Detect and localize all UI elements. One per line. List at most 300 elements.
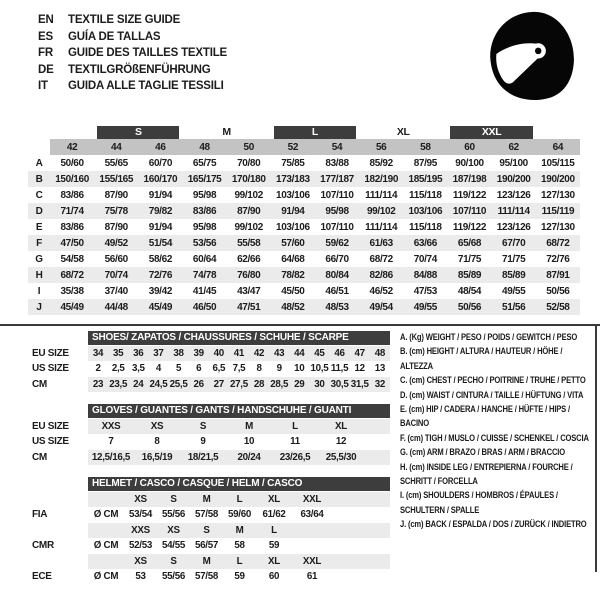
size-header-cell: 54 xyxy=(315,139,359,155)
sub-row xyxy=(30,492,390,508)
table-title xyxy=(88,476,390,492)
row-label: ECE xyxy=(32,571,52,583)
measure-cell: 150/160 xyxy=(50,171,94,187)
measure-cell: 47/53 xyxy=(413,285,437,297)
measure-letter: A xyxy=(35,157,43,169)
value-cell: 3,5 xyxy=(131,363,145,375)
value-cell: 52/53 xyxy=(128,540,153,552)
measure-cell: 62/66 xyxy=(237,253,261,265)
title-spacer xyxy=(30,330,88,346)
value-cell: 8 xyxy=(154,436,160,448)
size-header-cell: 42 xyxy=(50,139,94,155)
measure-cell: 68/72 xyxy=(369,253,393,265)
value-cell: XL xyxy=(256,492,292,508)
measure-letter: E xyxy=(35,221,43,233)
value-cell: 11,5 xyxy=(330,363,349,375)
measure-row-e xyxy=(28,219,580,235)
measure-cell: 39/42 xyxy=(148,285,173,297)
measure-cell: 79/82 xyxy=(138,203,182,219)
size-group-bar: S xyxy=(97,126,179,139)
measure-cell: 47/50 xyxy=(50,235,94,251)
measure-cell: 76/80 xyxy=(227,267,271,283)
measure-cell: 55/65 xyxy=(104,157,128,169)
language-row xyxy=(38,62,227,79)
filler-cell xyxy=(364,434,390,450)
row-label: US SIZE xyxy=(32,363,69,375)
measure-row-j xyxy=(28,299,580,315)
size-group-xxl xyxy=(447,124,535,139)
value-cell: 11 xyxy=(290,436,300,448)
value-cell: 61/62 xyxy=(262,509,286,521)
row-label xyxy=(30,492,88,508)
measure-cell: 47/51 xyxy=(227,299,271,315)
value-cell: 41 xyxy=(229,346,249,362)
value-cell: Ø CM xyxy=(93,509,119,521)
value-cell: 20/24 xyxy=(226,450,272,466)
value-cell: 2 xyxy=(95,363,101,375)
value-cell: 43 xyxy=(269,346,289,362)
measure-letter: I xyxy=(37,285,41,297)
value-cell: 8 xyxy=(256,363,262,375)
value-cell: 9 xyxy=(200,436,206,448)
value-cell: 29 xyxy=(289,377,309,393)
measure-cell: 44/48 xyxy=(94,299,138,315)
value-cell: XXL xyxy=(292,554,332,570)
sub-row xyxy=(30,450,390,466)
title-spacer xyxy=(30,403,88,419)
measure-cell: 46/51 xyxy=(325,285,349,297)
measure-cell: 127/130 xyxy=(541,189,575,201)
value-cell: 12 xyxy=(335,436,347,448)
value-cell: XXS xyxy=(88,419,134,435)
value-cell: 23,5 xyxy=(108,377,128,393)
measure-row-d xyxy=(28,203,580,219)
measure-cell: 48/53 xyxy=(315,299,359,315)
value-cell: 6 xyxy=(196,363,202,375)
measure-cell: 91/94 xyxy=(148,221,173,233)
value-cell xyxy=(292,523,332,539)
measure-cell: 182/190 xyxy=(359,171,403,187)
value-cell: Ø CM xyxy=(93,571,119,583)
row-label: CMR xyxy=(32,540,54,552)
value-cell: 40 xyxy=(209,346,229,362)
measure-cell: 48/54 xyxy=(457,285,482,297)
size-group-s xyxy=(94,124,182,139)
measure-cell: 71/75 xyxy=(457,253,482,265)
sub-row xyxy=(30,523,390,539)
value-cell: 31,5 xyxy=(350,377,370,393)
measure-cell: 83/86 xyxy=(182,203,226,219)
value-cell: S xyxy=(157,554,190,570)
value-cell: 7,5 xyxy=(232,363,246,375)
language-title: TEXTILE SIZE GUIDE xyxy=(68,14,181,26)
value-cell: 59 xyxy=(268,540,280,552)
measure-cell: 37/40 xyxy=(104,285,128,297)
measure-cell: 105/115 xyxy=(541,157,575,169)
measure-cell: 58/62 xyxy=(148,253,173,265)
value-cell: XL xyxy=(318,419,364,435)
language-title: GUIDE DES TAILLES TEXTILE xyxy=(68,47,227,59)
value-cell: 57/58 xyxy=(194,509,219,521)
title-row xyxy=(30,403,390,419)
value-cell: Ø CM xyxy=(93,540,119,552)
language-row xyxy=(38,78,227,95)
title-row xyxy=(30,330,390,346)
value-cell: XXL xyxy=(292,492,332,508)
measure-cell: 85/92 xyxy=(369,157,393,169)
value-cell: 53 xyxy=(135,571,146,583)
measure-cell: 85/89 xyxy=(492,267,536,283)
value-cell: 23/26,5 xyxy=(272,450,318,466)
measure-cell: 127/130 xyxy=(541,221,575,233)
value-cell: 24,5 xyxy=(148,377,168,393)
shoes-size-table xyxy=(30,330,390,392)
table-title-bar: GLOVES / GUANTES / GANTS / HANDSCHUHE / GUANTI xyxy=(88,404,390,419)
measure-cell: 99/102 xyxy=(234,221,263,233)
group-spacer xyxy=(50,124,94,139)
measure-cell: 160/170 xyxy=(138,171,182,187)
value-cell: 54/55 xyxy=(161,540,186,552)
measure-cell: 45/49 xyxy=(138,299,182,315)
measure-cell: 72/76 xyxy=(546,253,570,265)
measure-cell: 115/118 xyxy=(409,189,442,201)
value-cell: XS xyxy=(134,419,180,435)
value-cell: 59 xyxy=(234,571,245,583)
measure-cell: 67/70 xyxy=(492,235,536,251)
measure-cell: 123/126 xyxy=(496,189,531,201)
value-cell: 39 xyxy=(189,346,209,362)
measure-cell: 75/85 xyxy=(281,157,305,169)
measure-letter: D xyxy=(28,203,50,219)
value-cell: M xyxy=(223,523,256,539)
measure-cell: 87/95 xyxy=(413,157,437,169)
sub-row xyxy=(30,434,390,450)
size-header-row xyxy=(28,139,580,155)
filler-cell xyxy=(332,569,390,585)
measure-cell: 111/114 xyxy=(492,203,536,219)
value-cell: 10 xyxy=(243,436,255,448)
value-cell: 55/56 xyxy=(161,509,186,521)
language-code: IT xyxy=(38,80,48,92)
measure-row-b xyxy=(28,171,580,187)
corner-cell xyxy=(28,124,50,139)
group-spacer xyxy=(536,124,580,139)
size-group-bar: XXL xyxy=(450,126,532,139)
measure-cell: 185/195 xyxy=(403,171,447,187)
value-cell: XL xyxy=(256,554,292,570)
legend-item: I. (cm) SHOULDERS / HOMBROS / ÉPAULES / SCHULTERN / SPALLE xyxy=(400,490,558,516)
size-header-cell: 52 xyxy=(271,139,315,155)
measure-letter: G xyxy=(35,253,43,265)
measure-cell: 80/84 xyxy=(315,267,359,283)
value-cell: 30 xyxy=(309,377,329,393)
value-cell: 4 xyxy=(155,363,162,375)
measure-row-h xyxy=(28,267,580,283)
filler-cell xyxy=(332,538,390,554)
measure-cell: 87/90 xyxy=(227,203,271,219)
value-cell: 5 xyxy=(175,363,182,375)
sub-row xyxy=(30,569,390,585)
value-cell: 10,5 xyxy=(310,363,329,375)
value-cell: 61 xyxy=(306,571,318,583)
table-title xyxy=(88,330,390,346)
value-cell: L xyxy=(223,492,256,508)
measure-cell: 177/187 xyxy=(315,171,359,187)
measure-cell: 46/50 xyxy=(182,299,226,315)
measure-cell: 111/114 xyxy=(365,221,398,233)
measure-cell: 68/72 xyxy=(50,267,94,283)
sub-row xyxy=(30,361,390,377)
value-cell: 47 xyxy=(350,346,370,362)
value-cell: 46 xyxy=(330,346,350,362)
measure-cell: 82/86 xyxy=(359,267,403,283)
measure-cell: 84/88 xyxy=(403,267,447,283)
value-cell: 13 xyxy=(374,363,386,375)
value-cell: M xyxy=(190,554,223,570)
value-cell: XS xyxy=(124,492,157,508)
textile-size-table xyxy=(28,124,580,315)
measure-cell: 55/58 xyxy=(227,235,271,251)
value-cell xyxy=(88,523,124,539)
sub-row xyxy=(30,554,390,570)
legend-item: D. (cm) WAIST / CINTURA / TAILLE / HÜFTUNG / VITA xyxy=(400,389,584,401)
measure-cell: 78/82 xyxy=(271,267,315,283)
title-row xyxy=(30,476,390,492)
filler-cell xyxy=(332,492,390,508)
language-row xyxy=(38,45,227,62)
measure-cell: 71/74 xyxy=(50,203,94,219)
value-cell: 32 xyxy=(370,377,390,393)
value-cell xyxy=(88,492,124,508)
legend-item: J. (cm) BACK / ESPALDA / DOS / ZURÜCK / INDIETRO xyxy=(400,519,587,531)
language-code: DE xyxy=(38,63,54,76)
table-title xyxy=(88,403,390,419)
measure-cell: 155/165 xyxy=(94,171,138,187)
language-code: FR xyxy=(38,47,53,59)
measure-letter: B xyxy=(28,171,50,187)
measure-cell: 107/110 xyxy=(447,203,491,219)
measure-cell: 52/58 xyxy=(536,299,580,315)
row-label: CM xyxy=(32,378,47,390)
section-divider-line xyxy=(0,324,600,326)
measure-cell: 83/86 xyxy=(60,221,84,233)
value-cell: 30,5 xyxy=(330,377,350,393)
value-cell: M xyxy=(226,419,272,435)
value-cell: XXS xyxy=(124,523,157,539)
legend-item: B. (cm) HEIGHT / ALTURA / HAUTEUR / HÖHE / ALTEZZA xyxy=(400,346,563,372)
value-cell: 27,5 xyxy=(229,377,249,393)
value-cell: 27 xyxy=(209,377,229,393)
value-cell: XS xyxy=(124,554,157,570)
measure-cell: 51/56 xyxy=(492,299,536,315)
measure-letter: C xyxy=(35,189,43,201)
legend-item: G. (cm) ARM / BRAZO / BRAS / ARM / BRACCIO xyxy=(400,447,565,459)
measure-cell: 70/80 xyxy=(237,157,261,169)
measure-cell: 187/198 xyxy=(447,171,491,187)
filler-cell xyxy=(364,450,390,466)
measure-cell: 54/58 xyxy=(60,253,84,265)
value-cell: 55/56 xyxy=(161,571,186,583)
filler-cell xyxy=(332,523,390,539)
measure-cell: 63/66 xyxy=(403,235,447,251)
measure-cell: 87/90 xyxy=(104,189,128,201)
measure-cell: 57/60 xyxy=(271,235,315,251)
measure-cell: 64/68 xyxy=(281,253,305,265)
measure-cell: 115/119 xyxy=(536,203,580,219)
value-cell: 58 xyxy=(234,540,245,552)
measure-cell: 87/91 xyxy=(536,267,580,283)
measure-row-g xyxy=(28,251,580,267)
measure-cell: 115/118 xyxy=(409,221,442,233)
value-cell: 45 xyxy=(309,346,329,362)
size-group-bar: L xyxy=(274,126,356,139)
measure-cell: 170/180 xyxy=(227,171,271,187)
measure-cell: 119/122 xyxy=(452,189,487,201)
value-cell: XS xyxy=(157,523,190,539)
measure-cell: 123/126 xyxy=(496,221,531,233)
measure-cell: 60/70 xyxy=(148,157,173,169)
measure-cell: 50/56 xyxy=(546,285,570,297)
value-cell: 59/60 xyxy=(227,509,252,521)
measure-cell: 103/106 xyxy=(403,203,447,219)
measurement-legend xyxy=(400,331,592,533)
measure-cell: 95/98 xyxy=(315,203,359,219)
legend-item: E. (cm) HIP / CADERA / HANCHE / HÜFTE / HIPS / BACINO xyxy=(400,404,570,430)
measure-cell: 95/98 xyxy=(192,189,217,201)
sub-row xyxy=(30,346,390,362)
value-cell: 12,5/16,5 xyxy=(88,450,134,466)
filler-cell xyxy=(364,419,390,435)
measure-cell: 71/75 xyxy=(502,253,526,265)
measure-cell: 85/89 xyxy=(447,267,491,283)
sub-row xyxy=(30,419,390,435)
measure-row-i xyxy=(28,283,580,299)
measure-cell: 49/52 xyxy=(94,235,138,251)
value-cell: 37 xyxy=(148,346,168,362)
helmet-icon xyxy=(476,6,580,108)
measure-cell: 50/60 xyxy=(60,157,84,169)
language-row xyxy=(38,12,227,29)
measure-cell: 107/110 xyxy=(320,221,354,233)
size-header-cell: 44 xyxy=(94,139,138,155)
measure-cell: 87/90 xyxy=(104,221,128,233)
value-cell: L xyxy=(223,554,256,570)
measure-cell: 53/56 xyxy=(182,235,226,251)
measure-row-f xyxy=(28,235,580,251)
row-label: CM xyxy=(32,451,47,463)
value-cell: 44 xyxy=(289,346,309,362)
measure-cell: 90/100 xyxy=(455,157,484,169)
measure-cell: 48/52 xyxy=(271,299,315,315)
sub-row xyxy=(30,507,390,523)
measure-cell: 70/74 xyxy=(94,267,138,283)
measure-cell: 119/122 xyxy=(452,221,487,233)
row-label: EU SIZE xyxy=(32,347,69,359)
language-title: GUIDA ALLE TAGLIE TESSILI xyxy=(68,80,224,92)
measure-cell: 72/76 xyxy=(138,267,182,283)
size-header-cell: 58 xyxy=(403,139,447,155)
size-header-cell: 56 xyxy=(359,139,403,155)
value-cell: 34 xyxy=(88,346,108,362)
value-cell: 53/54 xyxy=(128,509,153,521)
measure-cell: 165/175 xyxy=(182,171,226,187)
right-border-line xyxy=(595,324,597,572)
size-header-cell: 46 xyxy=(138,139,182,155)
table-title-bar: SHOES/ ZAPATOS / CHAUSSURES / SCHUHE / SCARPE xyxy=(88,331,390,346)
filler-cell xyxy=(332,554,390,570)
measure-row-c xyxy=(28,187,580,203)
language-code: ES xyxy=(38,30,53,43)
value-cell: S xyxy=(157,492,190,508)
value-cell: 25,5/30 xyxy=(318,450,364,466)
measure-cell: 68/72 xyxy=(536,235,580,251)
value-cell: 24 xyxy=(128,377,148,393)
value-cell: 36 xyxy=(128,346,148,362)
value-cell: 42 xyxy=(249,346,269,362)
value-cell: 18/21,5 xyxy=(180,450,226,466)
size-header-cell: 48 xyxy=(182,139,226,155)
legend-item: C. (cm) CHEST / PECHO / POITRINE / TRUHE / PETTO xyxy=(400,375,586,387)
value-cell: 56/57 xyxy=(194,540,219,552)
value-cell: 57/58 xyxy=(194,571,219,583)
value-cell: S xyxy=(190,523,223,539)
row-label xyxy=(30,523,88,539)
value-cell: 16,5/19 xyxy=(134,450,180,466)
measure-cell: 49/54 xyxy=(359,299,403,315)
value-cell: L xyxy=(256,523,292,539)
measure-cell: 107/110 xyxy=(320,189,354,201)
measure-cell: 91/94 xyxy=(148,189,173,201)
row-label: FIA xyxy=(32,509,48,521)
size-header-cell: 50 xyxy=(227,139,271,155)
value-cell: 7 xyxy=(108,436,114,448)
gloves-size-table xyxy=(30,403,390,465)
value-cell: 48 xyxy=(370,346,390,362)
language-row xyxy=(38,29,227,46)
measure-cell: 46/52 xyxy=(369,285,393,297)
measure-cell: 190/200 xyxy=(492,171,536,187)
measure-cell: 95/98 xyxy=(192,221,217,233)
measure-letter: F xyxy=(28,235,50,251)
legend-item: H. (cm) INSIDE LEG / ENTREPIERNA / FOURCHE / SCHRITT / FORCELLA xyxy=(400,461,573,488)
measure-cell: 61/63 xyxy=(359,235,403,251)
measure-cell: 56/60 xyxy=(104,253,128,265)
measure-cell: 45/50 xyxy=(281,285,305,297)
measure-cell: 51/54 xyxy=(138,235,182,251)
table-title-bar: HELMET / CASCO / CASQUE / HELM / CASCO xyxy=(88,477,390,492)
measure-cell: 49/55 xyxy=(403,299,447,315)
measure-cell: 83/86 xyxy=(60,189,84,201)
value-cell xyxy=(292,538,332,554)
measure-cell: 111/114 xyxy=(365,189,398,201)
measure-cell: 50/56 xyxy=(447,299,491,315)
measure-cell: 83/88 xyxy=(325,157,349,169)
value-cell: 60 xyxy=(268,571,280,583)
measure-cell: 35/38 xyxy=(60,285,84,297)
value-cell xyxy=(88,554,124,570)
value-cell: 9 xyxy=(276,363,282,375)
size-group-xl: XL xyxy=(396,125,410,138)
filler-cell xyxy=(332,507,390,523)
measure-cell: 103/106 xyxy=(276,189,310,201)
row-label: EU SIZE xyxy=(32,420,69,432)
value-cell: 12 xyxy=(354,363,365,375)
measure-cell: 173/183 xyxy=(271,171,315,187)
measure-cell: 65/75 xyxy=(192,157,217,169)
measure-cell: 190/200 xyxy=(536,171,580,187)
measure-letter: H xyxy=(28,267,50,283)
measure-cell: 70/74 xyxy=(413,253,437,265)
